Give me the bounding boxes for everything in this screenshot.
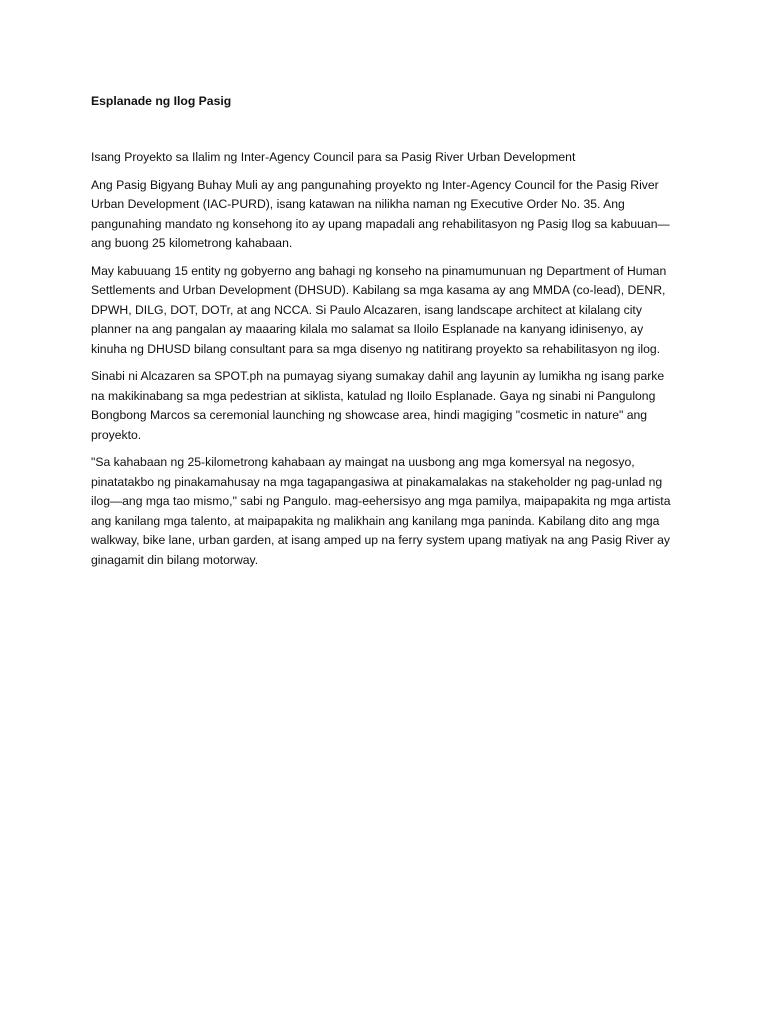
document-page [91, 92, 681, 578]
document-subtitle: Isang Proyekto sa Ilalim ng Inter-Agency Council para sa Pasig River Urban Development [91, 150, 576, 164]
document-title: Esplanade ng Ilog Pasig [91, 94, 232, 108]
paragraph-3: Sinabi ni Alcazaren sa SPOT.ph na pumayag siyang sumakay dahil ang layunin ay lumikha ng isang parke na makikinabang sa mga pedestrian at siklista, katulad ng Iloilo Esplanade. Gaya ng sinabi ni Pangulong Bongbong Marcos sa ceremonial launching ng showcase area, hindi magiging "cosmetic in nature" ang proyekto. [91, 369, 665, 442]
paragraph-1: Ang Pasig Bigyang Buhay Muli ay ang pangunahing proyekto ng Inter-Agency Council for the Pasig River Urban Development (IAC-PURD), isang katawan na nilikha naman ng Executive Order No. 35. Ang pangunahing mandato ng konsehong ito ay upang mapadali ang rehabilitasyon ng Pasig Ilog sa kabuuan—ang buong 25 kilometrong kahabaan. [91, 177, 670, 250]
paragraph-4: "Sa kahabaan ng 25-kilometrong kahabaan ay maingat na uusbong ang mga komersyal na negosyo, pinatatakbo ng pinakamahusay na mga tagapangasiwa at pinakamalakas na stakeholder ng pag-unlad ng ilog—ang mga tao mismo," sabi ng Pangulo. mag-eehersisyo ang mga pamilya, maipapakita ng mga artista ang kanilang mga talento, at maipapakita ng malikhain ang kanilang mga paninda. Kabilang dito ang mga walkway, bike lane, urban garden, at isang amped up na ferry system upang matiyak na ang Pasig River ay ginagamit din bilang motorway. [91, 455, 671, 567]
paragraph-2: May kabuuang 15 entity ng gobyerno ang bahagi ng konseho na pinamumunuan ng Department of Human Settlements and Urban Development (DHSUD). Kabilang sa mga kasama ay ang MMDA (co-lead), DENR, DPWH, DILG, DOT, DOTr, at ang NCCA. Si Paulo Alcazaren, isang landscape architect at kilalang city planner na ang pangalan ay maaaring kilala mo salamat sa Iloilo Esplanade na kanyang idinisenyo, ay kinuha ng DHUSD bilang consultant para sa mga disenyo ng natitirang proyekto sa rehabilitasyon ng ilog. [91, 263, 667, 356]
